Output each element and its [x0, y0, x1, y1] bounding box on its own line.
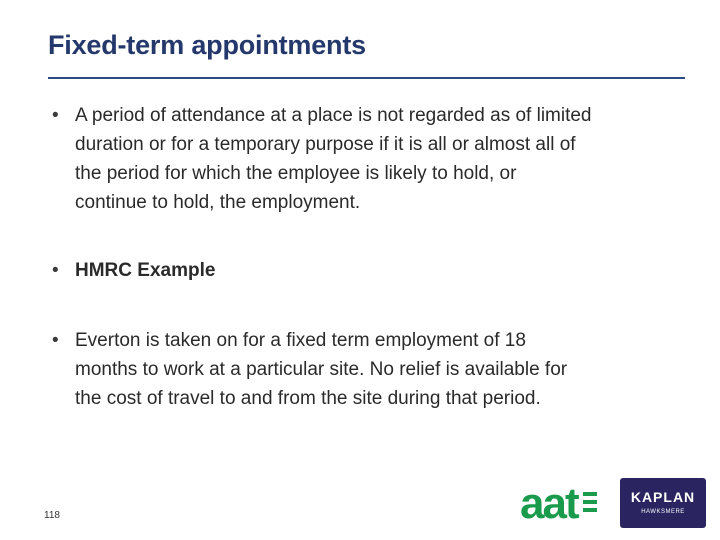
bullet-3-line-1: Everton is taken on for a fixed term employment of 18: [75, 330, 526, 351]
bullet-3-marker: •: [52, 330, 59, 351]
bullet-3-line-3: the cost of travel to and from the site during that period.: [75, 388, 541, 409]
page-number: 118: [44, 510, 60, 521]
bullet-2-marker: •: [52, 260, 59, 281]
slide-title: Fixed-term appointments: [48, 30, 366, 60]
bullet-2-text: [75, 256, 695, 285]
bullet-1-line-2: duration or for a temporary purpose if it is all or almost all of: [75, 134, 576, 155]
bullet-1-marker: •: [52, 105, 59, 126]
bullet-1-line-1: A period of attendance at a place is not regarded as of limited: [75, 105, 592, 126]
bullet-3-text: [75, 326, 695, 413]
kaplan-logo: [620, 478, 706, 528]
bullet-1-line-4: continue to hold, the employment.: [75, 192, 361, 213]
kaplan-logo-name: KAPLAN: [630, 489, 696, 505]
kaplan-logo-sub: HAWKSMERE: [641, 509, 685, 515]
aat-logo: aat: [520, 479, 578, 528]
aat-logo-bars: [583, 492, 597, 516]
bullet-1-line-3: the period for which the employee is likely to hold, or: [75, 163, 517, 184]
bullet-1-text: [75, 101, 695, 217]
bullet-2-line-1: HMRC Example: [75, 260, 216, 281]
title-divider: [48, 77, 685, 79]
bullet-3-line-2: months to work at a particular site. No relief is available for: [75, 359, 568, 380]
